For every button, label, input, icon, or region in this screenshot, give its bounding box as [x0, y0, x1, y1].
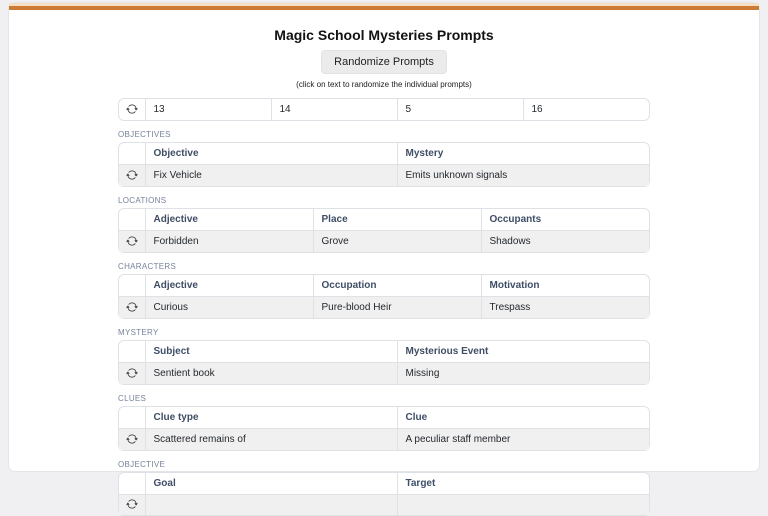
number-cell[interactable]: 5	[397, 99, 523, 120]
header-icon-cell	[119, 341, 145, 363]
section-objective	[118, 460, 650, 516]
header-cell: Subject	[145, 341, 397, 363]
header-cell: Place	[313, 209, 481, 231]
randomize-button-wrap	[9, 50, 759, 74]
prompt-cell[interactable]: Grove	[313, 231, 481, 253]
header-icon-cell	[119, 275, 145, 297]
header-row	[119, 209, 649, 231]
row-refresh-cell[interactable]	[119, 429, 145, 451]
objective-table	[118, 472, 650, 516]
prompt-cell[interactable]: Curious	[145, 297, 313, 319]
table-row	[119, 297, 649, 319]
row-refresh-cell[interactable]	[119, 231, 145, 253]
prompt-cell[interactable]: Shadows	[481, 231, 649, 253]
prompt-cell[interactable]: Missing	[397, 363, 649, 385]
row-refresh-cell[interactable]	[119, 297, 145, 319]
header-row	[119, 341, 649, 363]
prompts-content	[118, 98, 650, 516]
header-cell: Adjective	[145, 275, 313, 297]
refresh-icon[interactable]	[126, 103, 138, 115]
prompt-cell[interactable]: Emits unknown signals	[397, 165, 649, 187]
section-locations	[118, 196, 650, 253]
number-cell[interactable]: 13	[145, 99, 271, 120]
refresh-icon[interactable]	[126, 367, 138, 379]
refresh-icon[interactable]	[126, 498, 138, 510]
header-cell: Clue type	[145, 407, 397, 429]
randomize-prompts-button[interactable]: Randomize Prompts	[321, 50, 447, 74]
prompt-cell[interactable]: Scattered remains of	[145, 429, 397, 451]
table-row	[119, 429, 649, 451]
header-cell: Target	[397, 473, 649, 495]
page-title: Magic School Mysteries Prompts	[274, 27, 494, 43]
table-row	[119, 495, 649, 516]
number-cell[interactable]: 14	[271, 99, 397, 120]
section-clues	[118, 394, 650, 451]
numbers-refresh-cell[interactable]	[119, 99, 145, 120]
header-icon-cell	[119, 473, 145, 495]
header-cell: Goal	[145, 473, 397, 495]
section-characters	[118, 262, 650, 319]
prompt-cell[interactable]: Forbidden	[145, 231, 313, 253]
section-label: OBJECTIVES	[118, 130, 171, 139]
numbers-table	[118, 98, 650, 121]
row-refresh-cell[interactable]	[119, 495, 145, 516]
clues-table	[118, 406, 650, 451]
mystery-table	[118, 340, 650, 385]
number-cell[interactable]: 16	[523, 99, 649, 120]
header-cell: Clue	[397, 407, 649, 429]
header-cell: Occupation	[313, 275, 481, 297]
subtitle-hint: (click on text to randomize the individual prompts)	[296, 80, 472, 89]
header-icon-cell	[119, 143, 145, 165]
section-label: OBJECTIVE	[118, 460, 166, 469]
header-cell: Mystery	[397, 143, 649, 165]
section-objectives	[118, 130, 650, 187]
header-cell: Objective	[145, 143, 397, 165]
section-label: MYSTERY	[118, 328, 159, 337]
section-mystery	[118, 328, 650, 385]
section-label: CLUES	[118, 394, 147, 403]
prompt-cell[interactable]: Sentient book	[145, 363, 397, 385]
header-cell: Adjective	[145, 209, 313, 231]
prompt-cell[interactable]: A peculiar staff member	[397, 429, 649, 451]
header-icon-cell	[119, 209, 145, 231]
characters-table	[118, 274, 650, 319]
locations-table	[118, 208, 650, 253]
header-cell: Occupants	[481, 209, 649, 231]
header-row	[119, 275, 649, 297]
section-label: CHARACTERS	[118, 262, 177, 271]
table-row	[119, 231, 649, 253]
table-row	[119, 363, 649, 385]
refresh-icon[interactable]	[126, 235, 138, 247]
header-cell: Mysterious Event	[397, 341, 649, 363]
prompt-cell[interactable]: Fix Vehicle	[145, 165, 397, 187]
header-row	[119, 143, 649, 165]
header-cell: Motivation	[481, 275, 649, 297]
row-refresh-cell[interactable]	[119, 165, 145, 187]
header-row	[119, 407, 649, 429]
prompt-cell[interactable]: Trespass	[481, 297, 649, 319]
main-card	[8, 2, 760, 489]
numbers-row	[119, 99, 649, 120]
accent-bar	[9, 3, 759, 10]
refresh-icon[interactable]	[126, 433, 138, 445]
table-row	[119, 165, 649, 187]
row-refresh-cell[interactable]	[119, 363, 145, 385]
header-row	[119, 473, 649, 495]
prompt-cell[interactable]: Pure-blood Heir	[313, 297, 481, 319]
section-label: LOCATIONS	[118, 196, 167, 205]
refresh-icon[interactable]	[126, 169, 138, 181]
header-icon-cell	[119, 407, 145, 429]
refresh-icon[interactable]	[126, 301, 138, 313]
prompt-cell[interactable]	[397, 495, 649, 516]
prompt-cell[interactable]	[145, 495, 397, 516]
objectives-table	[118, 142, 650, 187]
